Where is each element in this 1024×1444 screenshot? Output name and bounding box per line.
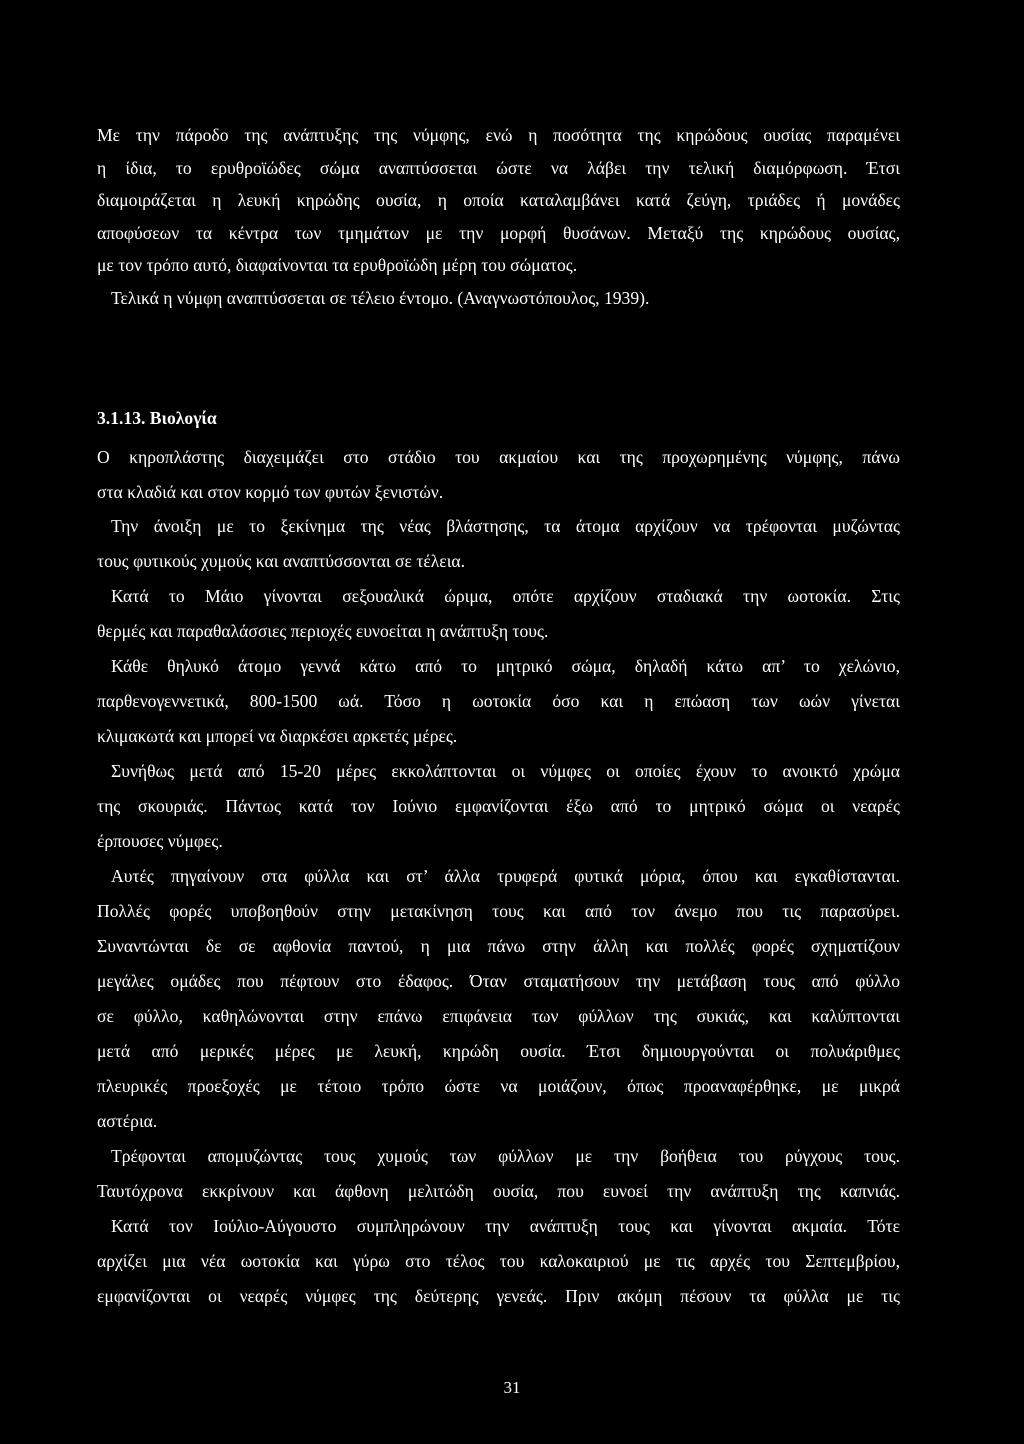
- text-line: Ταυτόχρονα εκκρίνουν και άφθονη μελιτώδη ουσία, που ευνοεί την ανάπτυξη της καπνιάς.: [97, 1181, 900, 1201]
- biology-section-body: [97, 447, 900, 1306]
- text-line: Τρέφονται απομυζώντας τους χυμούς των φύλλων με την βοήθεια του ρύγχους τους.: [111, 1146, 900, 1166]
- text-line: τους φυτικούς χυμούς και αναπτύσσονται σε τέλεια.: [97, 551, 466, 571]
- text-line: παρθενογεννετικά, 800-1500 ωά. Τόσο η ωοτοκία όσο και η επώαση των ωών γίνεται: [97, 691, 900, 711]
- intro-paragraph-block: [97, 125, 900, 308]
- text-line: στα κλαδιά και στον κορμό των φυτών ξενιστών.: [97, 482, 444, 502]
- text-line: έρπουσες νύμφες.: [97, 831, 223, 851]
- text-line: αρχίζει μια νέα ωοτοκία και γύρω στο τέλος του καλοκαιριού με τις αρχές του Σεπτεμβρίου,: [97, 1251, 900, 1271]
- text-line: Τελικά η νύμφη αναπτύσσεται σε τέλειο έντομο. (Αναγνωστόπουλος, 1939).: [111, 288, 650, 308]
- text-line: Με την πάροδο της ανάπτυξης της νύμφης, ενώ η ποσότητα της κηρώδους ουσίας παραμένει: [97, 125, 900, 145]
- text-line: Κατά το Μάιο γίνονται σεξουαλικά ώριμα, οπότε αρχίζουν σταδιακά την ωοτοκία. Στις: [111, 586, 900, 606]
- text-line: Κάθε θηλυκό άτομο γεννά κάτω από το μητρικό σώμα, δηλαδή κάτω απ’ το χελώνιο,: [111, 656, 900, 676]
- text-line: Κατά τον Ιούλιο-Αύγουστο συμπληρώνουν την ανάπτυξη τους και γίνονται ακμαία. Τότε: [111, 1216, 900, 1236]
- text-line: εμφανίζονται οι νεαρές νύμφες της δεύτερης γενεάς. Πριν ακόμη πέσουν τα φύλλα με τις: [97, 1286, 900, 1306]
- text-line: Συνήθως μετά από 15-20 μέρες εκκολάπτονται οι νύμφες οι οποίες έχουν το ανοικτό χρώμα: [111, 761, 900, 781]
- text-line: Αυτές πηγαίνουν στα φύλλα και στ’ άλλα τρυφερά φυτικά μόρια, όπου και εγκαθίστανται.: [111, 866, 900, 886]
- text-line: διαμοιράζεται η λευκή κηρώδης ουσία, η οποία καταλαμβάνει κατά ζεύγη, τριάδες ή μονάδες: [97, 190, 900, 210]
- text-line: Πολλές φορές υποβοηθούν στην μετακίνηση τους και από τον άνεμο που τις παρασύρει.: [97, 901, 900, 921]
- page-number: 31: [503, 1378, 521, 1397]
- text-line: πλευρικές προεξοχές με τέτοιο τρόπο ώστε να μοιάζουν, όπως προαναφέρθηκε, με μικρά: [97, 1076, 900, 1096]
- text-line: κλιμακωτά και μπορεί να διαρκέσει αρκετές μέρες.: [97, 726, 458, 746]
- text-line: μετά από μερικές μέρες με λευκή, κηρώδη ουσία. Έτσι δημιουργούνται οι πολυάριθμες: [97, 1041, 900, 1061]
- text-line: Ο κηροπλάστης διαχειμάζει στο στάδιο του ακμαίου και της προχωρημένης νύμφης, πάνω: [97, 447, 900, 467]
- text-line: η ίδια, το ερυθροϊώδες σώμα αναπτύσσεται ώστε να λάβει την τελική διαμόρφωση. Έτσι: [97, 158, 900, 178]
- text-line: θερμές και παραθαλάσσιες περιοχές ευνοείται η ανάπτυξη τους.: [97, 621, 549, 641]
- text-line: της σκουριάς. Πάντως κατά τον Ιούνιο εμφανίζονται έξω από το μητρικό σώμα οι νεαρές: [97, 796, 900, 816]
- text-line: με τον τρόπο αυτό, διαφαίνονται τα ερυθροϊώδη μέρη του σώματος.: [97, 255, 578, 275]
- section-heading: 3.1.13. Βιολογία: [97, 408, 217, 428]
- text-line: αστέρια.: [97, 1111, 158, 1131]
- text-line: σε φύλλο, καθηλώνονται στην επάνω επιφάνεια των φύλλων της συκιάς, και καλύπτονται: [97, 1006, 900, 1026]
- text-line: Την άνοιξη με το ξεκίνημα της νέας βλάστησης, τα άτομα αρχίζουν να τρέφονται μυζώντας: [111, 516, 900, 536]
- text-line: μεγάλες ομάδες που πέφτουν στο έδαφος. Όταν σταματήσουν την μετάβαση τους από φύλλο: [97, 971, 900, 991]
- text-line: Συναντώνται δε σε αφθονία παντού, η μια πάνω στην άλλη και πολλές φορές σχηματίζουν: [97, 936, 900, 956]
- text-line: αποφύσεων τα κέντρα των τμημάτων με την μορφή θυσάνων. Μεταξύ της κηρώδους ουσίας,: [97, 223, 900, 243]
